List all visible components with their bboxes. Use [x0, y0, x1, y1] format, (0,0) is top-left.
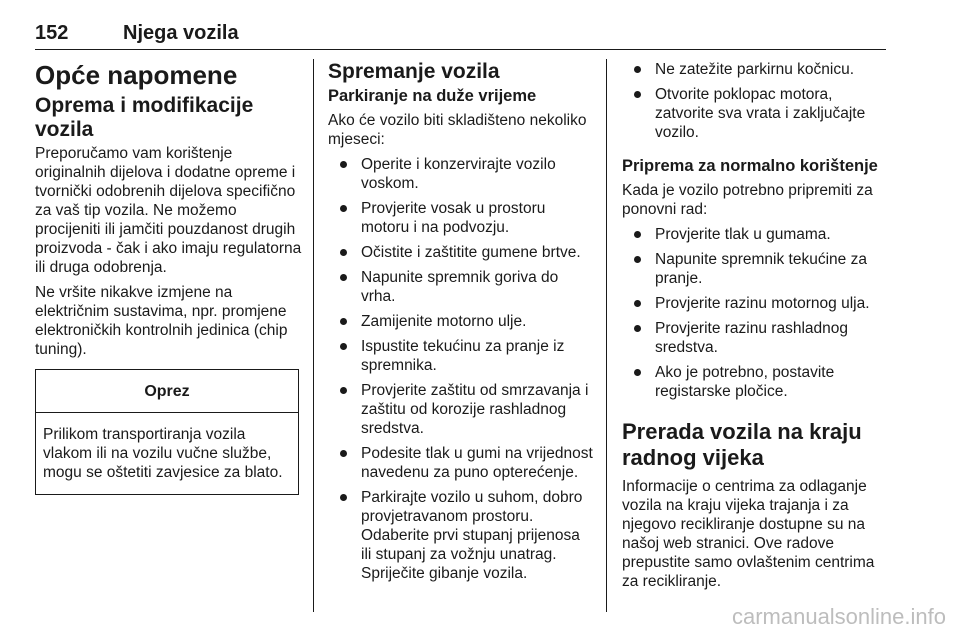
- list-item: [328, 199, 594, 237]
- list-item: [328, 155, 594, 193]
- list-item-text: Napunite spremnik goriva do vrha.: [361, 269, 559, 305]
- paragraph-normal-use-intro: Kada je vozilo potrebno pripremiti za ponovni rad:: [622, 182, 873, 218]
- list-item: [328, 337, 594, 375]
- list-item-text: Podesite tlak u gumi na vrijednost navedenu za puno opterećenje.: [361, 445, 593, 481]
- caution-text: Prilikom transportiranja vozila vlakom ili na vozilu vučne službe, mogu se oštetiti zavjesice za blato.: [43, 426, 283, 481]
- column-divider-2: [606, 59, 607, 612]
- list-item-text: Ne zatežite parkirnu kočnicu.: [655, 61, 855, 78]
- caution-box: [35, 369, 299, 495]
- list-item: [622, 319, 888, 357]
- list-item-text: Zamijenite motorno ulje.: [361, 313, 527, 330]
- storage-list: [328, 155, 594, 583]
- bullet-icon: [340, 343, 347, 350]
- normal-use-list: [622, 225, 888, 401]
- bullet-icon: [634, 300, 641, 307]
- list-item: [622, 85, 888, 142]
- storage-list-continued: [622, 60, 888, 142]
- list-item-text: Parkirajte vozilo u suhom, dobro provjetravanom prostoru. Odaberite prvi stupanj prijenosa ili stupanj za vožnju unatrag. Spriječite gibanje vozila.: [361, 489, 583, 582]
- page-number: 152: [35, 22, 69, 44]
- header-divider: [35, 49, 886, 50]
- list-item-text: Operite i konzervirajte vozilo voskom.: [361, 156, 556, 192]
- list-item-text: Provjerite vosak u prostoru motoru i na podvozju.: [361, 200, 546, 236]
- list-item: [622, 60, 888, 79]
- column-2: [328, 60, 594, 591]
- heading-general-notes: Opće napomene: [35, 60, 238, 90]
- list-item-text: Napunite spremnik tekućine za pranje.: [655, 251, 867, 287]
- bullet-icon: [634, 325, 641, 332]
- paragraph-storage-intro: Ako će vozilo biti skladišteno nekoliko mjeseci:: [328, 112, 587, 148]
- bullet-icon: [340, 249, 347, 256]
- list-item: [328, 243, 594, 262]
- heading-equipment: Oprema i modifikacije vozila: [35, 94, 254, 141]
- caution-title: Oprez: [36, 370, 298, 413]
- list-item: [622, 363, 888, 401]
- heading-end-of-life: Prerada vozila na kraju radnog vijeka: [622, 419, 862, 470]
- bullet-icon: [340, 450, 347, 457]
- bullet-icon: [340, 161, 347, 168]
- heading-long-parking: Parkiranje na duže vrijeme: [328, 87, 537, 105]
- heading-storage: Spremanje vozila: [328, 60, 500, 83]
- column-1: [35, 60, 303, 495]
- list-item: [328, 381, 594, 438]
- list-item-text: Provjerite zaštitu od smrzavanja i zaštitu od korozije rashladnog sredstva.: [361, 382, 589, 437]
- bullet-icon: [634, 256, 641, 263]
- bullet-icon: [634, 66, 641, 73]
- bullet-icon: [340, 274, 347, 281]
- list-item-text: Provjerite razinu rashladnog sredstva.: [655, 320, 848, 356]
- bullet-icon: [634, 231, 641, 238]
- heading-normal-use: Priprema za normalno korištenje: [622, 157, 878, 175]
- column-3: [622, 60, 888, 597]
- bullet-icon: [340, 387, 347, 394]
- list-item-text: Provjerite tlak u gumama.: [655, 226, 831, 243]
- bullet-icon: [340, 494, 347, 501]
- list-item: [622, 225, 888, 244]
- list-item: [328, 444, 594, 482]
- bullet-icon: [340, 205, 347, 212]
- list-item: [328, 268, 594, 306]
- list-item: [622, 250, 888, 288]
- section-title: Njega vozila: [123, 22, 239, 44]
- list-item-text: Otvorite poklopac motora, zatvorite sva vrata i zaključajte vozilo.: [655, 86, 866, 141]
- column-divider-1: [313, 59, 314, 612]
- list-item-text: Očistite i zaštitite gumene brtve.: [361, 244, 581, 261]
- list-item: [328, 312, 594, 331]
- list-item-text: Ispustite tekućinu za pranje iz spremnika.: [361, 338, 565, 374]
- paragraph-electrics: Ne vršite nikakve izmjene na električnim sustavima, npr. promjene elektroničkih kontrolnih jedinica (chip tuning).: [35, 284, 288, 358]
- bullet-icon: [634, 369, 641, 376]
- list-item: [622, 294, 888, 313]
- paragraph-parts: Preporučamo vam korištenje originalnih dijelova i dodatne opreme i tvornički odobrenih dijelova specifično za vaš tip vozila. Ne možemo procijeniti ili jamčiti pouzdanost drugih proizvoda - čak i ako imaju regulatorna ili druga odobrenja.: [35, 145, 302, 276]
- bullet-icon: [634, 91, 641, 98]
- list-item: [328, 488, 594, 583]
- bullet-icon: [340, 318, 347, 325]
- list-item-text: Ako je potrebno, postavite registarske pločice.: [655, 364, 835, 400]
- watermark: carmanualsonline.info: [731, 604, 946, 629]
- page-header: [35, 18, 886, 50]
- list-item-text: Provjerite razinu motornog ulja.: [655, 295, 870, 312]
- paragraph-recycling: Informacije o centrima za odlaganje vozila na kraju vijeka trajanja i za njegovo recikliranje dostupne su na našoj web stranici. Ove radove prepustite samo ovlaštenim centrima za recikliranje.: [622, 478, 875, 590]
